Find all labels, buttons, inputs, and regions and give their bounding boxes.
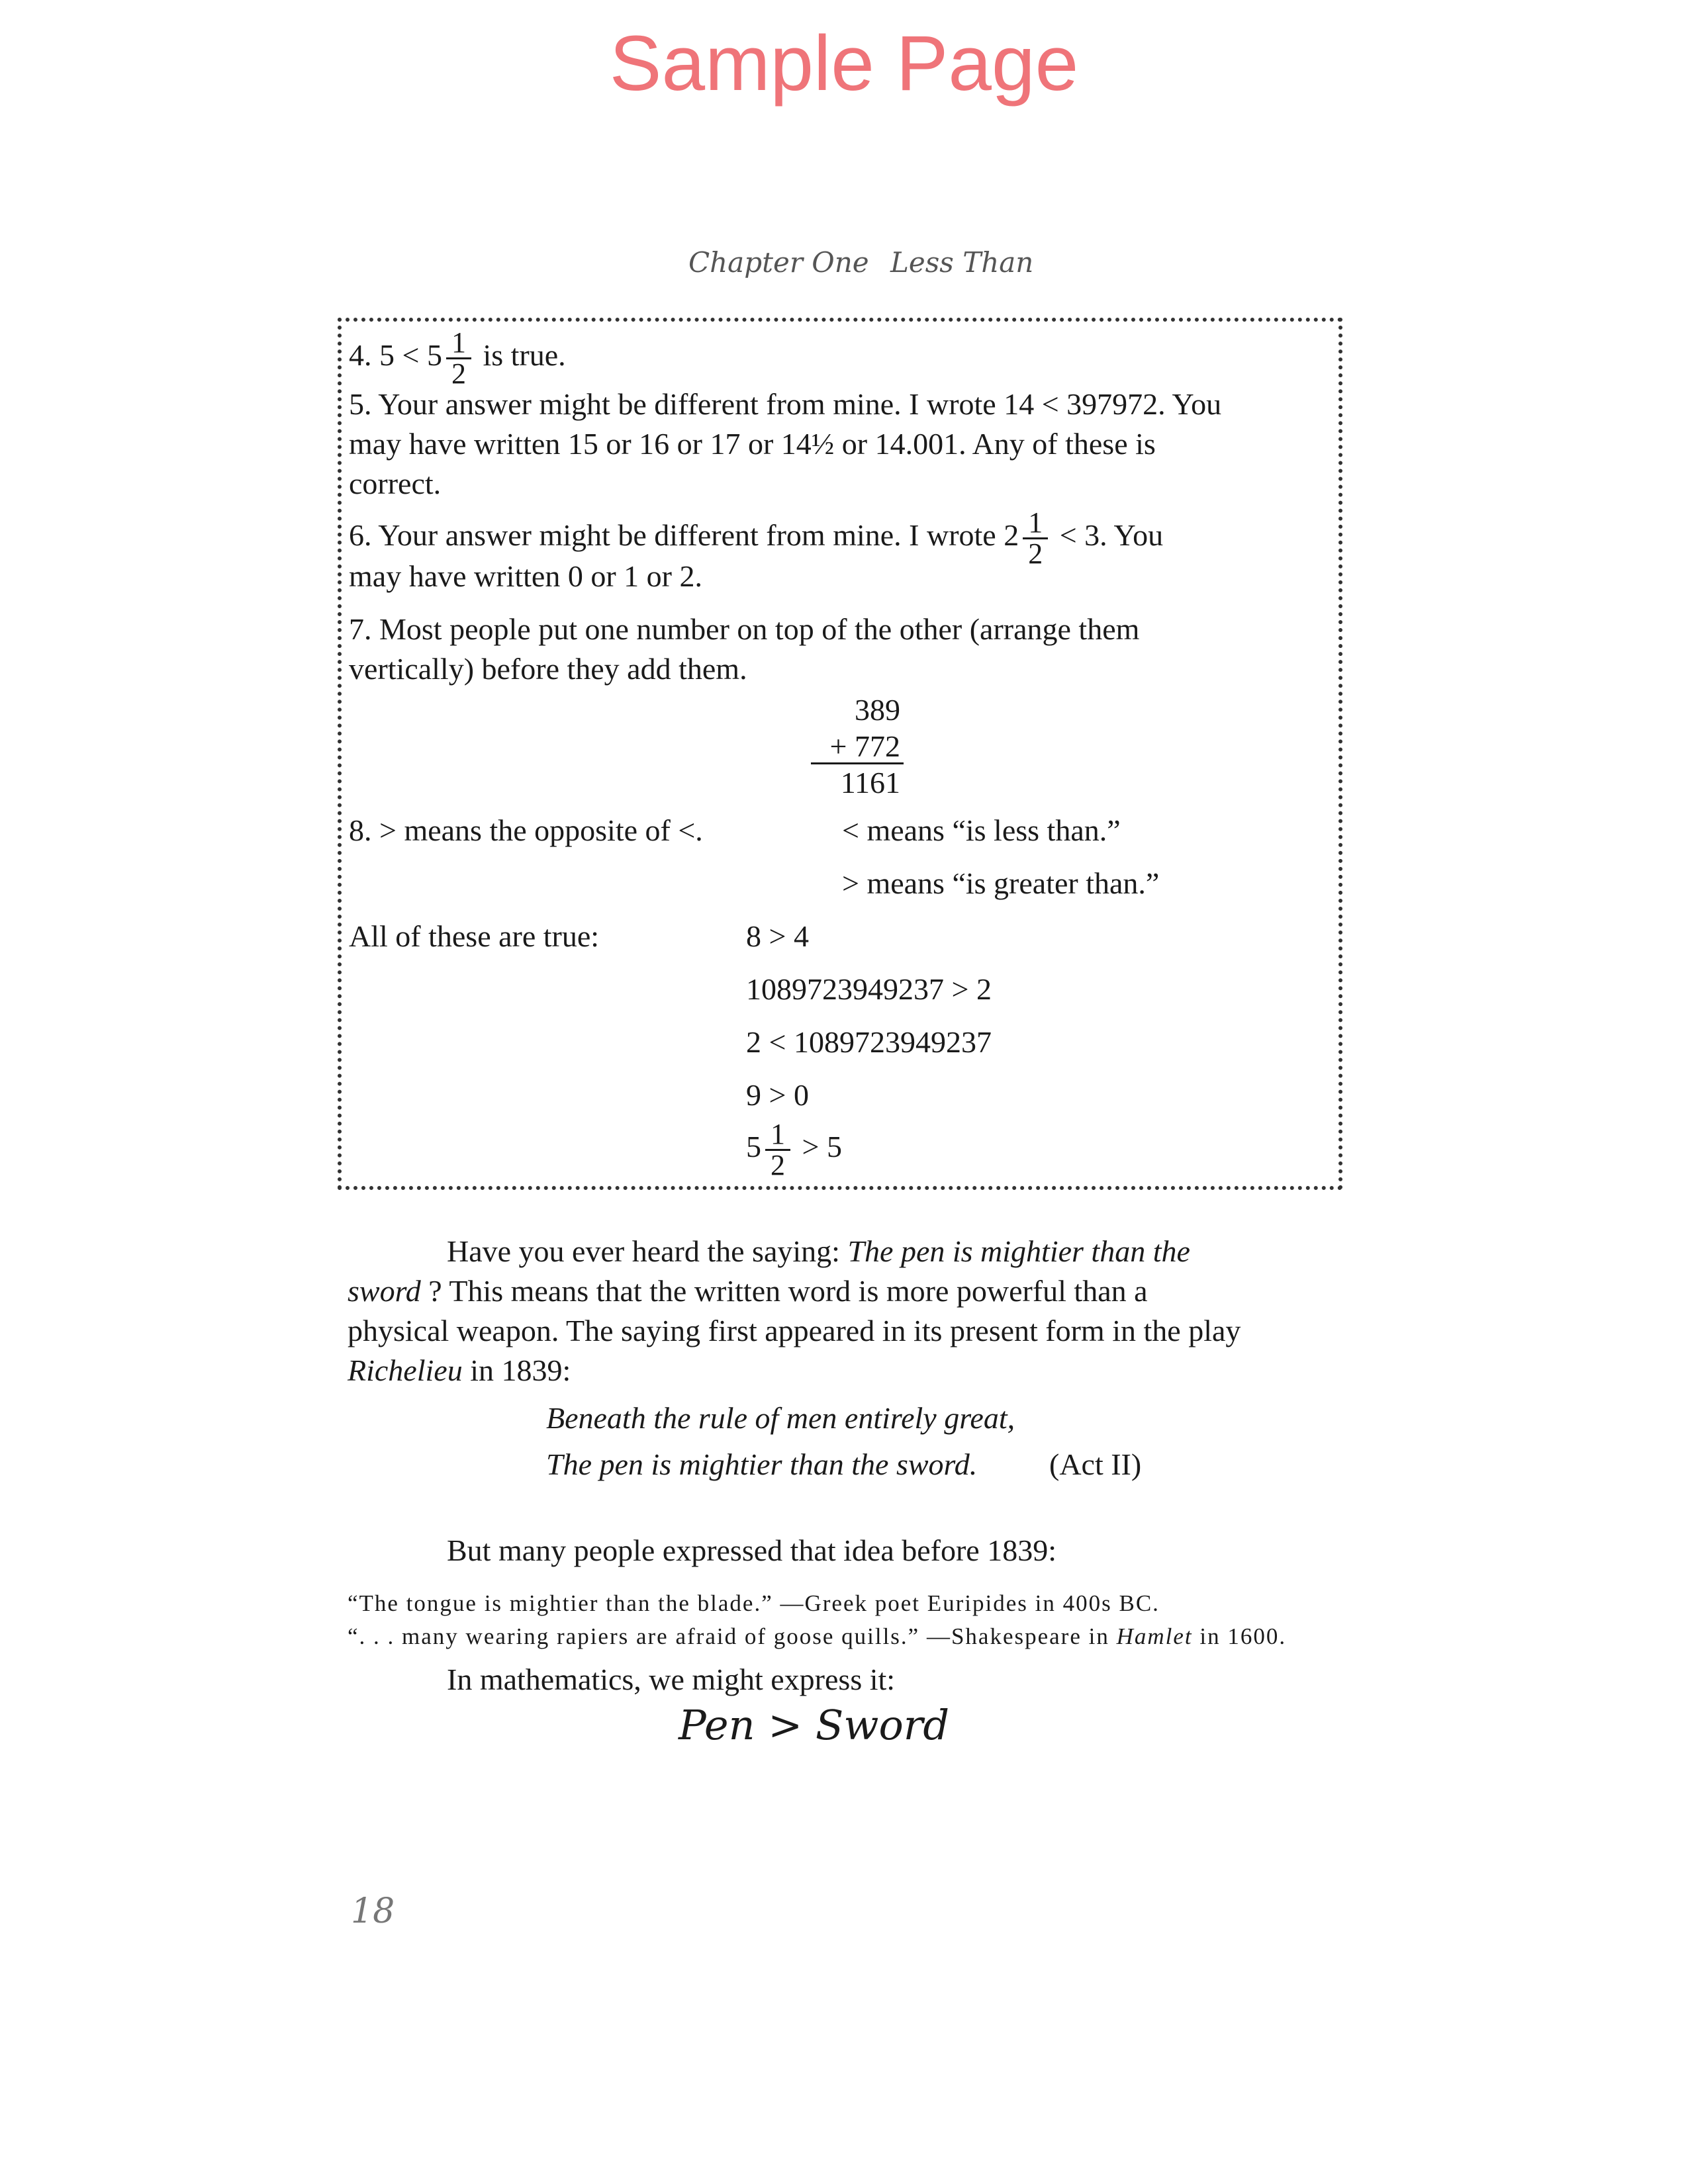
running-head-title: Less Than	[890, 246, 1034, 279]
sample-page-watermark: Sample Page	[609, 20, 1079, 107]
shakespeare-quote: “. . . many wearing rapiers are afraid of goose quills.” —Shakespeare in Hamlet in 1600.	[348, 1623, 1287, 1649]
answer-8: 8. > means the opposite of <.	[349, 813, 703, 847]
answer-6-line-2: may have written 0 or 1 or 2.	[349, 559, 702, 593]
paragraph-1-line-2: sword ? This means that the written word is more powerful than a	[348, 1274, 1148, 1308]
true-item: 9 > 0	[746, 1078, 809, 1112]
answer-4	[349, 328, 566, 388]
page-number: 18	[351, 1891, 395, 1931]
true-item: 2 < 1089723949237	[746, 1025, 992, 1059]
addend-2: + 772	[829, 729, 900, 763]
answer-7-line-1: 7. Most people put one number on top of the other (arrange them	[349, 612, 1140, 646]
paragraph-3: In mathematics, we might express it:	[447, 1662, 896, 1696]
euripides-quote: “The tongue is mightier than the blade.” —Greek poet Euripides in 400s BC.	[348, 1590, 1160, 1616]
answer-7-line-2: vertically) before they add them.	[349, 652, 747, 686]
true-item: 1089723949237 > 2	[746, 972, 992, 1006]
addend-1: 389	[855, 693, 900, 727]
quote-line-2: The pen is mightier than the sword.	[546, 1447, 978, 1481]
fraction: $\frac{1}{2}$	[765, 1120, 790, 1180]
answer-5-line-3: correct.	[349, 467, 442, 500]
answer-4-suffix: is true.	[475, 338, 566, 373]
quote-line-1: Beneath the rule of men entirely great,	[546, 1401, 1015, 1435]
paragraph-2: But many people expressed that idea before 1839:	[447, 1533, 1056, 1567]
true-item-last: 5 $\frac{1}{2}$ > 5	[746, 1118, 842, 1181]
answer-4-prefix: 4. 5 < 5	[349, 338, 442, 373]
sum-rule	[811, 762, 904, 764]
quote-source: (Act II)	[1049, 1447, 1142, 1481]
true-list-label: All of these are true:	[349, 919, 600, 953]
paragraph-1-line-1: Have you ever heard the saying: The pen is mightier than the	[447, 1234, 1190, 1268]
answer-5-line-1: 5. Your answer might be different from mine. I wrote 14 < 397972. You	[349, 387, 1222, 421]
answer-5-line-2: may have written 15 or 16 or 17 or 14½ or 14.001. Any of these is	[349, 427, 1156, 461]
paragraph-1-line-4: Richelieu in 1839:	[348, 1353, 571, 1387]
greater-than-definition: > means “is greater than.”	[842, 866, 1160, 900]
running-head-chapter: Chapter One	[688, 246, 869, 279]
pen-sword-inequality: Pen > Sword	[679, 1701, 950, 1749]
fraction: $\frac{1}{2}$	[1023, 508, 1048, 569]
paragraph-1-line-3: physical weapon. The saying first appeared in its present form in the play	[348, 1314, 1241, 1347]
answer-6-line-1: 6. Your answer might be different from mine. I wrote 2 $\frac{1}{2}$ < 3. You	[349, 506, 1164, 570]
sum: 1161	[840, 766, 900, 799]
fraction: $\frac{1}{2}$	[446, 328, 471, 388]
true-item: 8 > 4	[746, 919, 809, 953]
less-than-definition: < means “is less than.”	[842, 813, 1121, 847]
